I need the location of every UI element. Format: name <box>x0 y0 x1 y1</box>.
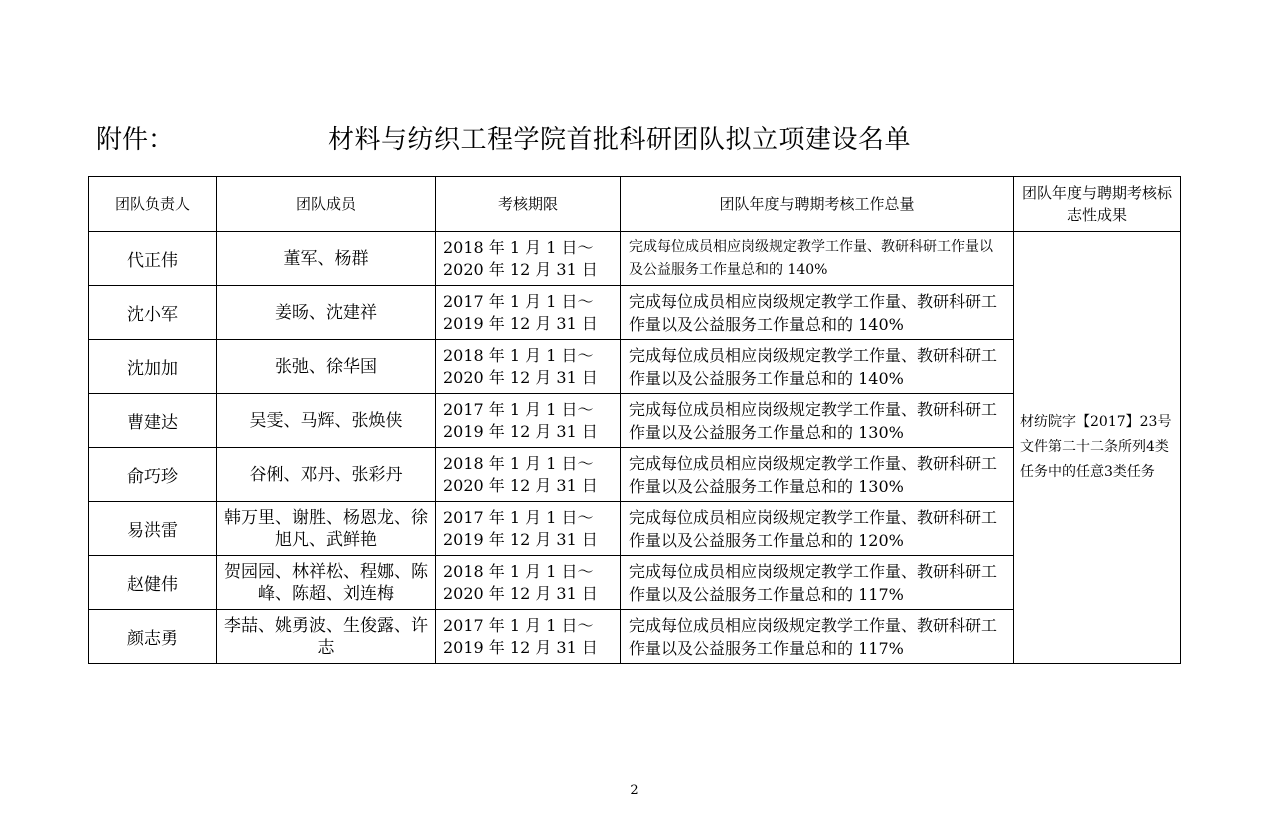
header-result: 团队年度与聘期考核标志性成果 <box>1014 177 1181 232</box>
workload-requirement: 完成每位成员相应岗级规定教学工作量、教研科研工作量以及公益服务工作量总和的 120% <box>621 502 1014 556</box>
team-leader: 沈加加 <box>89 340 217 394</box>
period-start: 2018 年 1 月 1 日～ <box>443 237 594 257</box>
team-leader: 赵健伟 <box>89 556 217 610</box>
assessment-period <box>436 394 621 448</box>
period-end: 2019 年 12 月 31 日 <box>443 421 598 441</box>
header-workload: 团队年度与聘期考核工作总量 <box>621 177 1014 232</box>
workload-requirement: 完成每位成员相应岗级规定教学工作量、教研科研工作量以及公益服务工作量总和的 140% <box>621 340 1014 394</box>
team-members: 贺园园、林祥松、程娜、陈峰、陈超、刘连梅 <box>217 556 436 610</box>
assessment-period <box>436 448 621 502</box>
header-leader: 团队负责人 <box>89 177 217 232</box>
period-end: 2019 年 12 月 31 日 <box>443 313 598 333</box>
workload-requirement: 完成每位成员相应岗级规定教学工作量、教研科研工作量以及公益服务工作量总和的 117% <box>621 556 1014 610</box>
shared-result: 材纺院字【2017】23号文件第二十二条所列4类任务中的任意3类任务 <box>1014 232 1181 664</box>
workload-requirement: 完成每位成员相应岗级规定教学工作量、教研科研工作量以及公益服务工作量总和的 117% <box>621 610 1014 664</box>
workload-requirement: 完成每位成员相应岗级规定教学工作量、教研科研工作量以及公益服务工作量总和的 130% <box>621 394 1014 448</box>
team-members: 李喆、姚勇波、生俊露、许志 <box>217 610 436 664</box>
team-leader: 沈小军 <box>89 286 217 340</box>
period-end: 2019 年 12 月 31 日 <box>443 529 598 549</box>
team-list-table <box>88 176 1181 664</box>
period-start: 2018 年 1 月 1 日～ <box>443 561 594 581</box>
period-end: 2020 年 12 月 31 日 <box>443 475 598 495</box>
team-leader: 俞巧珍 <box>89 448 217 502</box>
team-members: 董军、杨群 <box>217 232 436 286</box>
assessment-period <box>436 502 621 556</box>
header-members: 团队成员 <box>217 177 436 232</box>
team-members: 吴雯、马辉、张焕侠 <box>217 394 436 448</box>
period-end: 2020 年 12 月 31 日 <box>443 259 598 279</box>
period-start: 2017 年 1 月 1 日～ <box>443 615 594 635</box>
team-leader: 易洪雷 <box>89 502 217 556</box>
team-leader: 曹建达 <box>89 394 217 448</box>
document-title-row <box>96 122 1180 162</box>
period-end: 2019 年 12 月 31 日 <box>443 637 598 657</box>
team-members: 韩万里、谢胜、杨恩龙、徐旭凡、武鲜艳 <box>217 502 436 556</box>
assessment-period <box>436 610 621 664</box>
assessment-period <box>436 232 621 286</box>
team-members: 谷俐、邓丹、张彩丹 <box>217 448 436 502</box>
period-start: 2018 年 1 月 1 日～ <box>443 345 594 365</box>
assessment-period <box>436 286 621 340</box>
period-end: 2020 年 12 月 31 日 <box>443 367 598 387</box>
workload-requirement: 完成每位成员相应岗级规定教学工作量、教研科研工作量以及公益服务工作量总和的 140% <box>621 232 1014 286</box>
page-title: 材料与纺织工程学院首批科研团队拟立项建设名单 <box>328 125 912 155</box>
period-start: 2018 年 1 月 1 日～ <box>443 453 594 473</box>
period-start: 2017 年 1 月 1 日～ <box>443 507 594 527</box>
team-leader: 颜志勇 <box>89 610 217 664</box>
period-start: 2017 年 1 月 1 日～ <box>443 291 594 311</box>
page-number: 2 <box>630 783 639 798</box>
title-prefix: 附件： <box>96 125 175 155</box>
period-start: 2017 年 1 月 1 日～ <box>443 399 594 419</box>
team-leader: 代正伟 <box>89 232 217 286</box>
workload-requirement: 完成每位成员相应岗级规定教学工作量、教研科研工作量以及公益服务工作量总和的 140% <box>621 286 1014 340</box>
table-header-row <box>89 177 1181 232</box>
assessment-period <box>436 340 621 394</box>
team-members: 姜旸、沈建祥 <box>217 286 436 340</box>
assessment-period <box>436 556 621 610</box>
table-row <box>89 232 1181 286</box>
workload-requirement: 完成每位成员相应岗级规定教学工作量、教研科研工作量以及公益服务工作量总和的 130% <box>621 448 1014 502</box>
header-period: 考核期限 <box>436 177 621 232</box>
period-end: 2020 年 12 月 31 日 <box>443 583 598 603</box>
team-members: 张弛、徐华国 <box>217 340 436 394</box>
